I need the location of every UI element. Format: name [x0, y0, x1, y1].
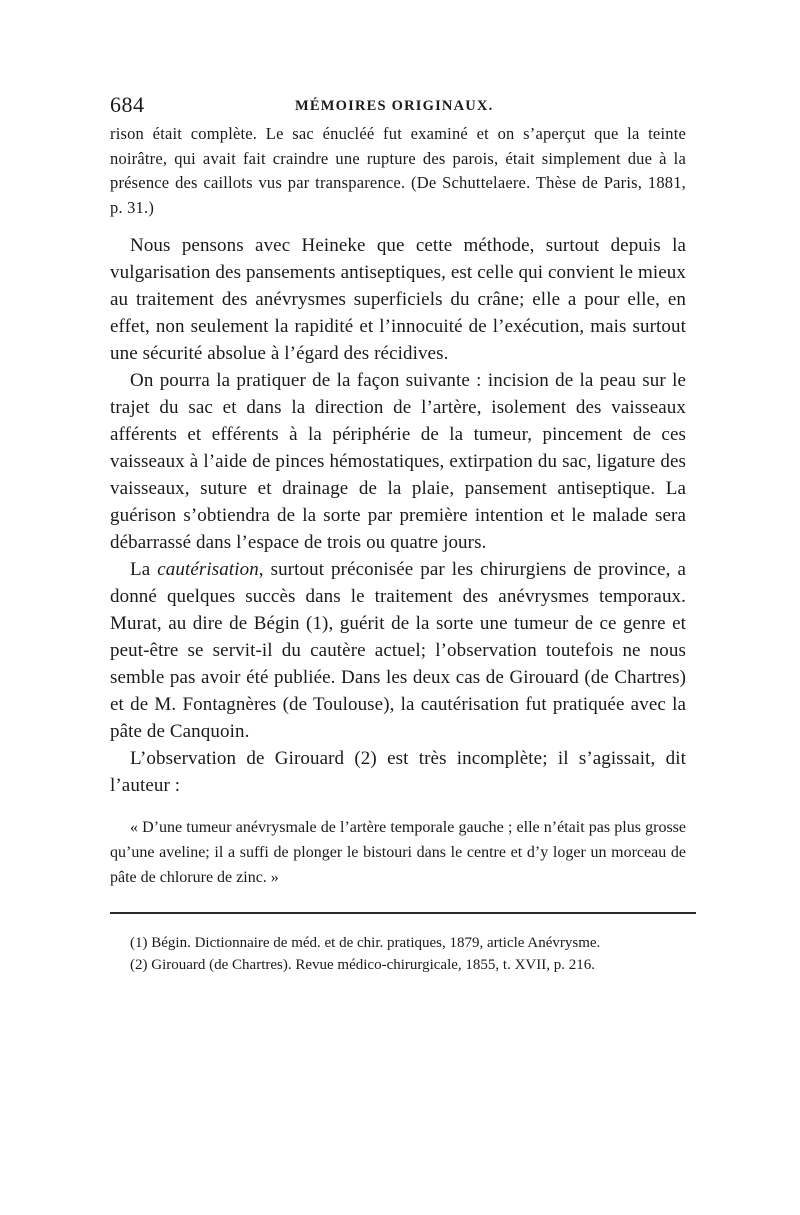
footnotes — [110, 932, 686, 976]
footnote-1: (1) Bégin. Dictionnaire de méd. et de chir. pratiques, 1879, article Anévrysme. — [130, 935, 601, 951]
book-page — [110, 92, 686, 976]
page-number: 684 — [110, 92, 145, 117]
footnote-rule — [110, 912, 696, 914]
footnote-2: (2) Girouard (de Chartres). Revue médico-chirurgicale, 1855, t. XVII, p. 216. — [130, 957, 595, 973]
paragraph-cauterisation — [110, 556, 686, 745]
paragraph-rest: , surtout préconisée par les chirurgiens de province, a donné quelques succès dans le traitement des anévrysmes temporaux. Murat, au dire de Bégin (1), guérit de la sorte une tumeur de ce genre et peut-être se servit-il du cautère actuel; l’observation toutefois ne nous semble pas avoir été publiée. Dans les deux cas de Girouard (de Chartres) et de M. Fontagnères (de Toulouse), la cautérisation fut pratiquée avec la pâte de Canquoin. — [110, 559, 686, 742]
paragraph-procedure: On pourra la pratiquer de la façon suivante : incision de la peau sur le trajet du sac et dans la direction de l’artère, isolement des vaisseaux afférents et efférents à la périphérie de la tumeur, pincement de ces vaisseaux à l’aide de pinces hémostatiques, extirpation du sac, ligature des vaisseaux, suture et drainage de la plaie, pansement antiseptique. La guérison s’obtiendra de la sorte par première intention et le malade sera débarrassé dans l’espace de trois ou quatre jours. — [110, 370, 686, 553]
running-head — [110, 92, 686, 122]
running-title: MÉMOIRES ORIGINAUX. — [295, 98, 494, 114]
block-quote: « D’une tumeur anévrysmale de l’artère temporale gauche ; elle n’était pas plus grosse qu’une aveline; il a suffi de plonger le bistouri dans le centre et d’y loger un morceau de pâte de chlorure de zinc. » — [110, 819, 686, 886]
paragraph-lead-word: La — [130, 559, 151, 580]
paragraph-heineke: Nous pensons avec Heineke que cette méthode, surtout depuis la vulgarisation des pansements antiseptiques, est celle qui convient le mieux au traitement des anévrysmes superficiels du crâne; elle a pour elle, en effet, non seulement la rapidité et l’innocuité de l’exécution, mais surtout une sécurité absolue à l’égard des récidives. — [110, 235, 686, 364]
paragraph-girouard: L’observation de Girouard (2) est très incomplète; il s’agissait, dit l’auteur : — [110, 748, 686, 796]
italic-term: cautérisation — [157, 559, 259, 580]
carryover-paragraph: rison était complète. Le sac énucléé fut examiné et on s’aperçut que la teinte noirâtre, qui avait fait craindre une rupture des parois, était simplement due à la présence des caillots vus par transparence. (De Schuttelaere. Thèse de Paris, 1881, p. 31.) — [110, 124, 686, 217]
